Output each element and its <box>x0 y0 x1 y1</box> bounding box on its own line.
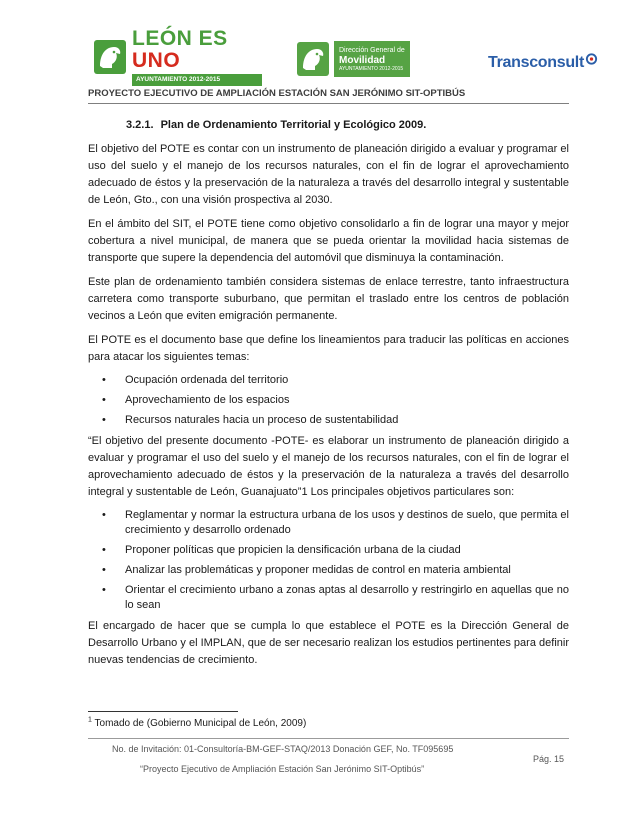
bullet-icon: • <box>102 394 106 406</box>
list-item <box>88 508 569 538</box>
paragraph: El objetivo del POTE es contar con un instrumento de planeación dirigido a evaluar y programar el uso del suelo y el manejo de los recursos naturales, con el fin de lograr el aprovechamiento adecuado de éstos y la preservación de la naturaleza a través del desarrollo integral y sustentable de León, Gto., con una visión prospectiva al 2030. <box>88 143 569 206</box>
leon-title-red: UNO <box>132 49 181 72</box>
page-number: Pág. 15 <box>533 754 565 764</box>
lion-logo-icon <box>94 40 126 74</box>
list-item <box>88 543 569 558</box>
list-item-text: Recursos naturales hacia un proceso de sustentabilidad <box>125 414 399 426</box>
list-item <box>88 563 569 578</box>
bullet-icon: • <box>102 544 106 556</box>
movilidad-line2: Movilidad <box>339 54 386 66</box>
list-item-text: Reglamentar y normar la estructura urbana de los usos y destinos de suelo, que permita el crecimiento y desarrollo ordenado <box>125 509 569 536</box>
running-header: PROYECTO EJECUTIVO DE AMPLIACIÓN ESTACIÓN SAN JERÓNIMO SIT-OPTIBÚS <box>88 88 466 99</box>
transconsult-logo <box>488 50 598 76</box>
footnote-ref: 1 <box>301 486 308 498</box>
transconsult-logo-icon <box>585 52 598 66</box>
bullet-icon: • <box>102 414 106 426</box>
leon-title-green: LEÓN ES <box>132 27 228 50</box>
bullet-list-objetivos <box>88 508 569 613</box>
paragraph: Este plan de ordenamiento también considera sistemas de enlace terrestre, tanto infraestructura carretera como transporte suburbano, que permitan el traslado entre los centros de población vecinos a León que eviten emigración permanente. <box>88 276 569 322</box>
list-item-text: Proponer políticas que propicien la densificación urbana de la ciudad <box>125 544 461 556</box>
bullet-icon: • <box>102 564 106 576</box>
section-title: Plan de Ordenamiento Territorial y Ecológico 2009. <box>160 119 427 131</box>
lion-logo-icon <box>297 42 329 76</box>
quote-tail: Los principales objetivos particulares son: <box>307 486 515 498</box>
main-content <box>88 115 569 676</box>
footer-project: “Proyecto Ejecutivo de Ampliación Estación San Jerónimo SIT-Optibús” <box>140 764 425 774</box>
bullet-icon: • <box>102 509 106 521</box>
list-item <box>88 393 569 408</box>
footnote <box>88 718 306 729</box>
bullet-list-temas <box>88 373 569 428</box>
section-number: 3.2.1. <box>126 119 154 131</box>
list-item-text: Aprovechamiento de los espacios <box>125 394 290 406</box>
list-item <box>88 413 569 428</box>
transconsult-name: Transconsult <box>488 54 584 71</box>
movilidad-logo <box>297 40 445 78</box>
footer-invitation: No. de Invitación: 01-Consultoría-BM-GEF-STAQ/2013 Donación GEF, No. TF095695 <box>112 744 454 754</box>
bullet-icon: • <box>102 584 106 596</box>
paragraph: En el ámbito del SIT, el POTE tiene como objetivo consolidarlo a fin de lograr una mayor y mejor cobertura a nivel municipal, de manera que se pueda orientar la movilidad hacia sistemas de transporte que supere la dependencia del automóvil que disminuya la contaminación. <box>88 218 569 264</box>
paragraph: El POTE es el documento base que define los lineamientos para traducir las políticas en acciones para atacar los siguientes temas: <box>88 334 569 363</box>
footnote-divider <box>88 711 238 712</box>
list-item-text: Analizar las problemáticas y proponer medidas de control en materia ambiental <box>125 564 511 576</box>
bullet-icon: • <box>102 374 106 386</box>
footnote-number: 1 <box>88 716 92 724</box>
footer-divider <box>88 738 569 739</box>
movilidad-line1: Dirección General de <box>339 46 405 54</box>
leon-es-uno-logo <box>94 27 262 83</box>
list-item <box>88 583 569 613</box>
leon-band: AYUNTAMIENTO 2012-2015 <box>132 74 262 86</box>
list-item-text: Orientar el crecimiento urbano a zonas aptas al desarrollo y restringirlo en aquellas que no lo sean <box>125 584 569 611</box>
quote-paragraph <box>88 433 569 501</box>
section-heading <box>126 119 569 131</box>
footnote-text: Tomado de (Gobierno Municipal de León, 2009) <box>91 718 307 729</box>
quote-text: “El objetivo del presente documento -POTE- es elaborar un instrumento de planeación dirigido a evaluar y programar el uso del suelo y el manejo de los recursos naturales, con el fin de lograr el aprovechamiento adecuado de éstos y la preservación de la naturaleza a través del desarrollo integral y sustentable de León, Guanajuato” <box>88 435 569 498</box>
list-item-text: Ocupación ordenada del territorio <box>125 374 289 386</box>
movilidad-line3: AYUNTAMIENTO 2012-2015 <box>339 65 404 72</box>
list-item <box>88 373 569 388</box>
closing-paragraph: El encargado de hacer que se cumpla lo que establece el POTE es la Dirección General de Desarrollo Urbano y el IMPLAN, que de ser necesario realizan los estudios pertinentes para definir nuevas tendencias de crecimiento. <box>88 620 569 666</box>
header-divider <box>88 103 569 104</box>
